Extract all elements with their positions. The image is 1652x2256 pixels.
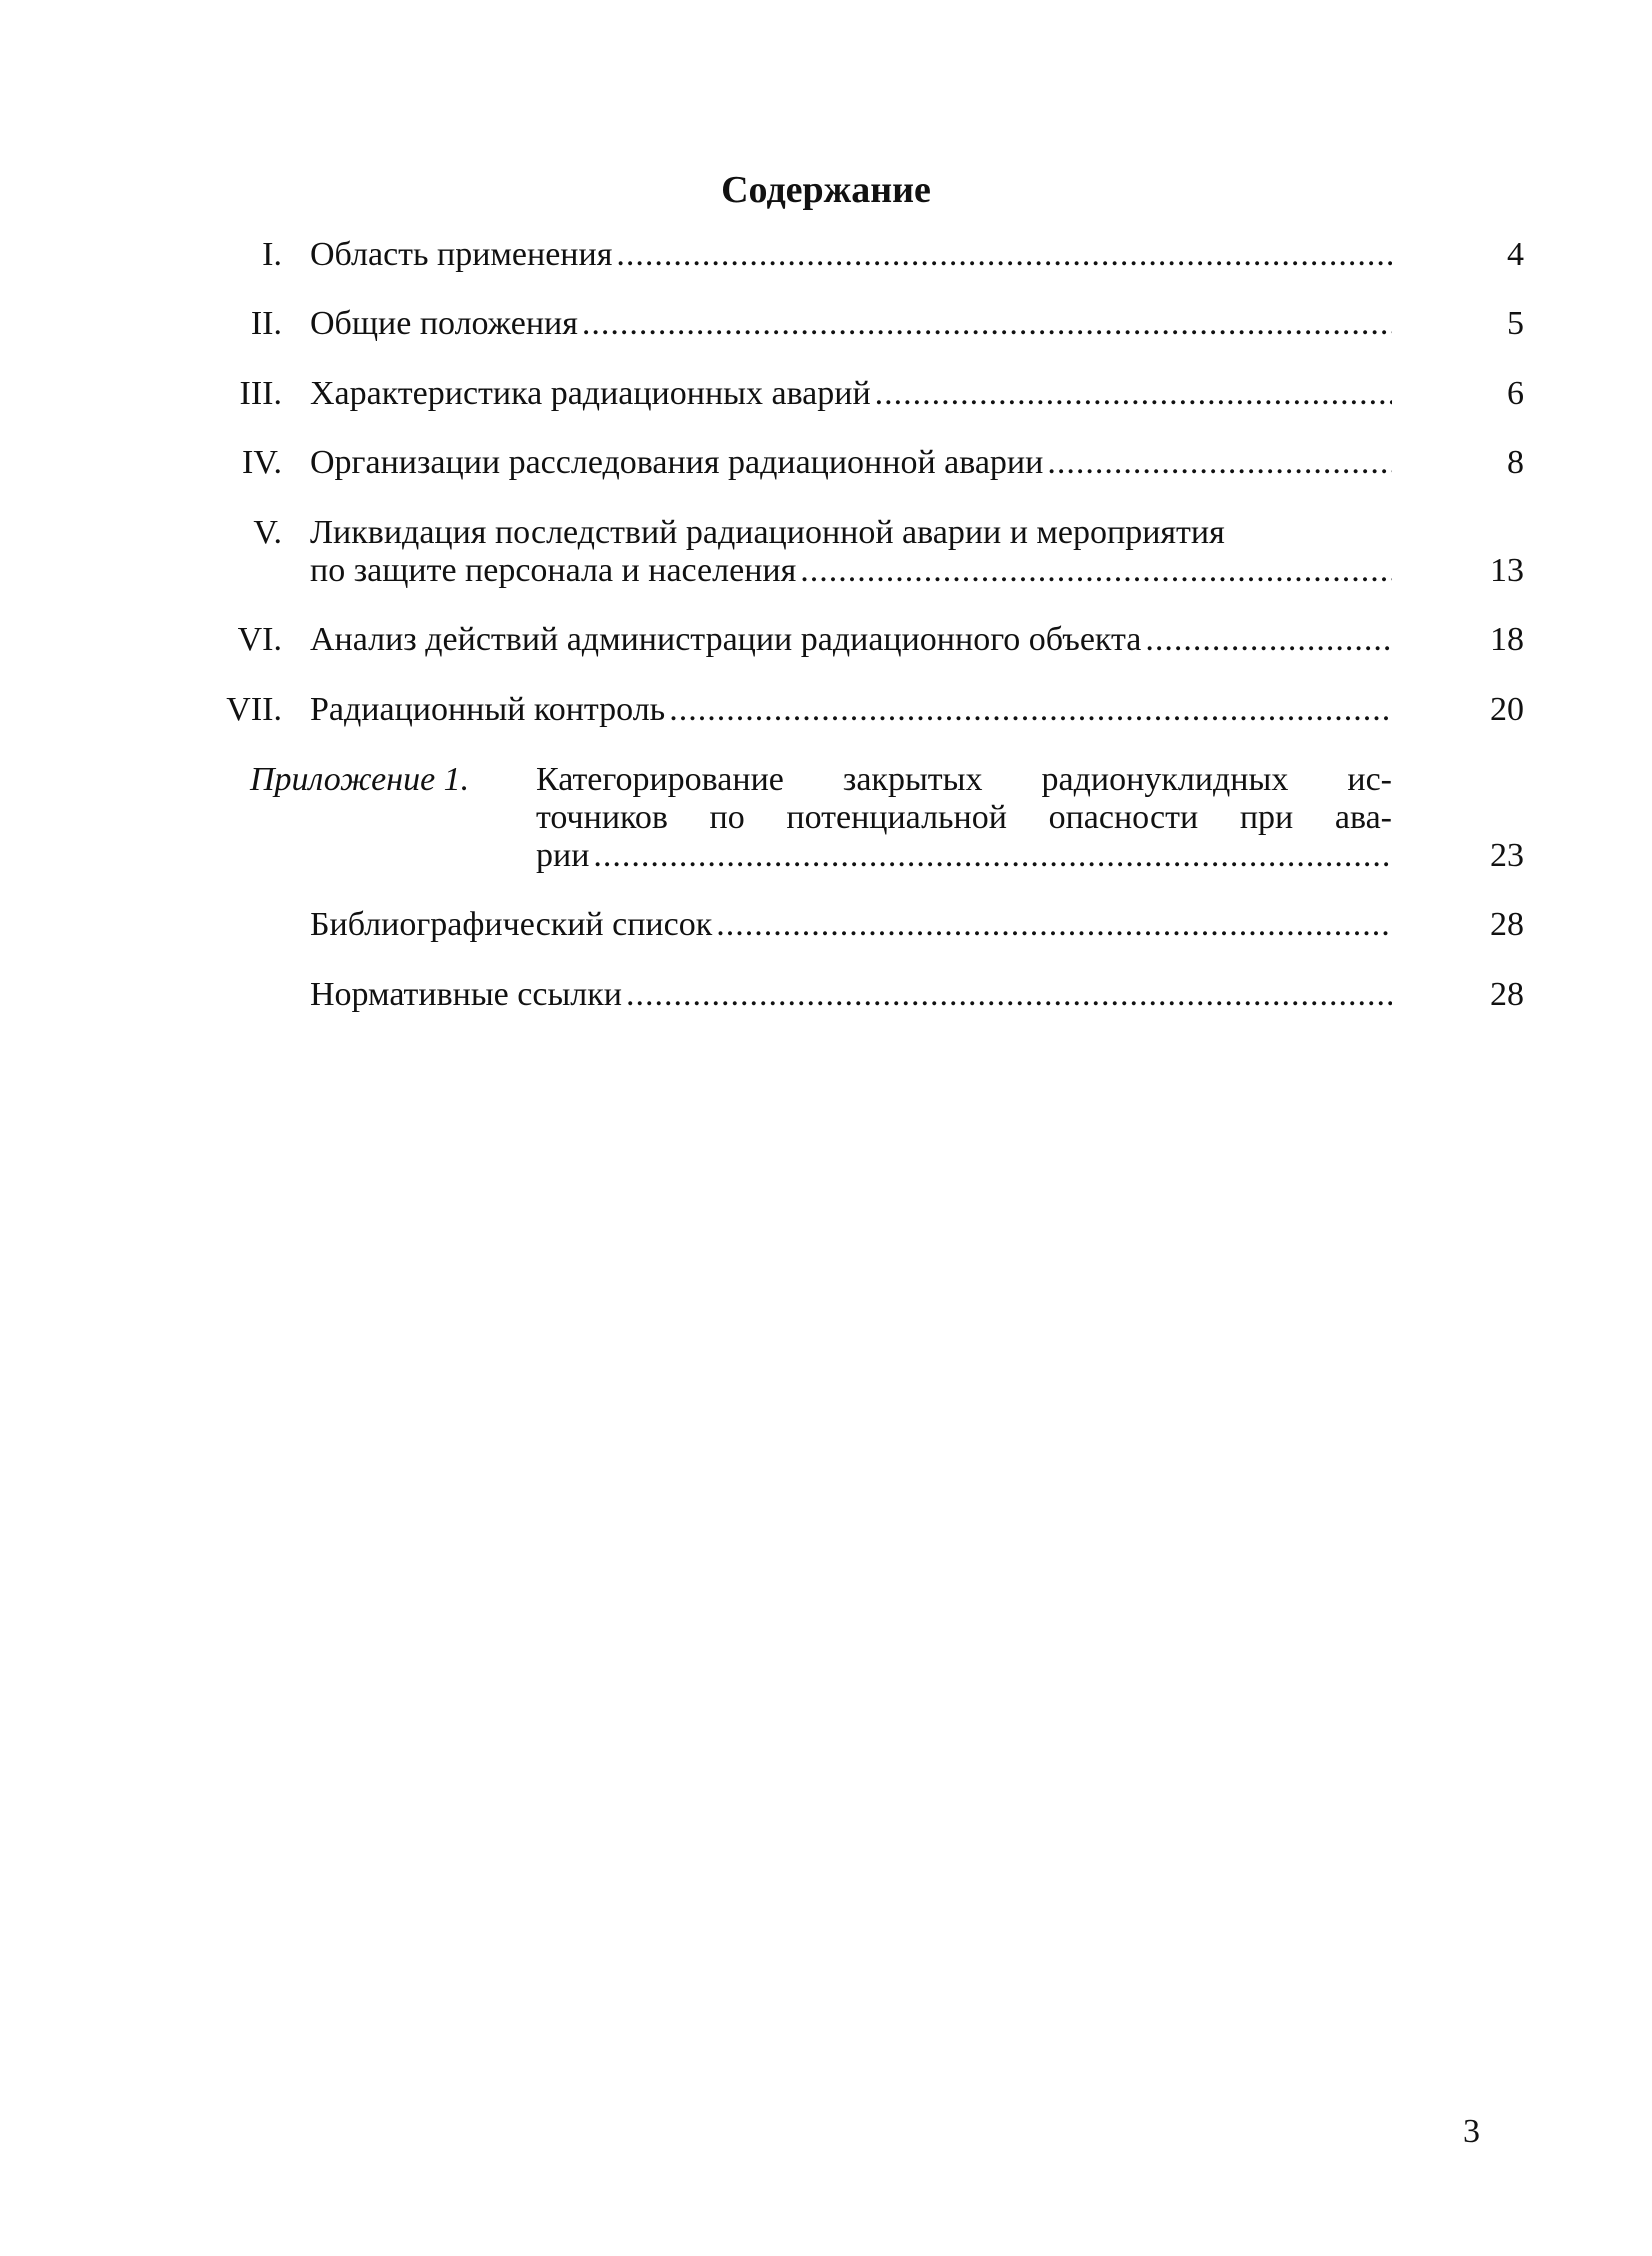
toc-entry-title: Нормативные ссылки: [310, 976, 622, 1013]
toc-entry-page: 20: [1490, 691, 1524, 728]
toc-entry-title: Область применения: [310, 236, 613, 273]
dot-leader: [626, 976, 1392, 1014]
dot-leader: [875, 375, 1392, 413]
toc-entry-title: Характеристика радиационных аварий: [310, 375, 871, 412]
toc-entry-title-line: Ликвидация последствий радиационной аварии и мероприятия: [310, 514, 1225, 551]
toc-entry-page: 28: [1490, 976, 1524, 1013]
dot-leader: [1047, 444, 1392, 482]
toc-entry-number: V.: [253, 514, 282, 551]
toc-entry-number: VI.: [237, 621, 282, 658]
page-number: 3: [1463, 2113, 1480, 2150]
toc-entry-title-line: по защите персонала и населения: [310, 552, 797, 589]
toc-entry-number: II.: [250, 305, 282, 342]
page-title: Содержание: [721, 169, 931, 211]
toc-entry-number: IV.: [242, 444, 282, 481]
dot-leader: [1145, 621, 1392, 659]
toc-entry-page: 13: [1490, 552, 1524, 589]
toc-entry-title: Общие положения: [310, 305, 578, 342]
toc-entry-number: III.: [239, 375, 282, 412]
appendix-title-line: рии: [536, 837, 590, 874]
toc-entry-title: Анализ действий администрации радиационного объекта: [310, 621, 1142, 658]
dot-leader: [716, 906, 1392, 944]
toc-entry-title: Библиографический список: [310, 906, 713, 943]
dot-leader: [593, 837, 1392, 875]
toc-entry-page: 4: [1507, 236, 1524, 273]
toc-entry-title: Радиационный контроль: [310, 691, 666, 728]
dot-leader: [616, 236, 1392, 274]
toc-entry-page: 28: [1490, 906, 1524, 943]
appendix-title-line: Категорирование закрытых радионуклидных ис-: [536, 761, 1392, 798]
toc-entry-page: 23: [1490, 837, 1524, 874]
toc-entry-page: 8: [1507, 444, 1524, 481]
toc-entry-page: 5: [1507, 305, 1524, 342]
toc-entry-page: 18: [1490, 621, 1524, 658]
toc-entry-number: VII.: [226, 691, 282, 728]
toc-entry-title: Организации расследования радиационной аварии: [310, 444, 1044, 481]
appendix-label: Приложение 1.: [250, 761, 470, 798]
toc-entry-number: I.: [262, 236, 282, 273]
dot-leader: [582, 305, 1392, 343]
dot-leader: [800, 552, 1392, 590]
appendix-title-line: точников по потенциальной опасности при ава-: [536, 799, 1392, 836]
toc-entry-page: 6: [1507, 375, 1524, 412]
dot-leader: [669, 691, 1392, 729]
